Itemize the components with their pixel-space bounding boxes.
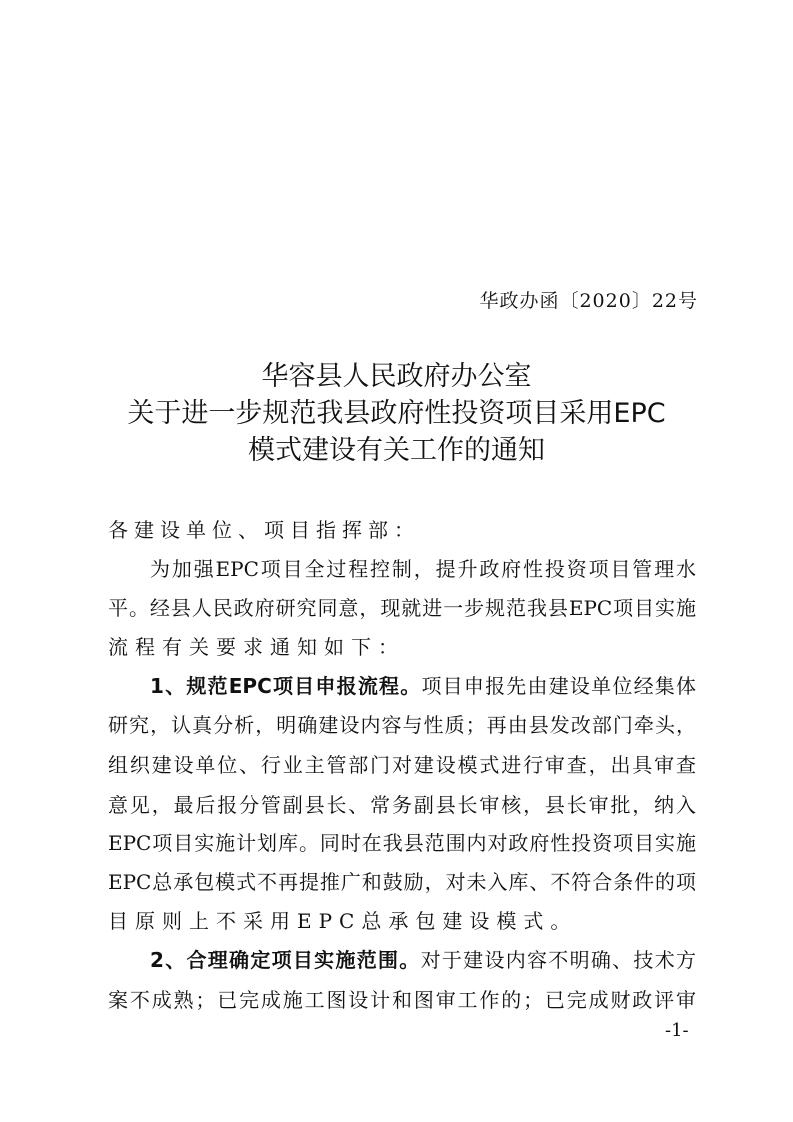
title-line: 模式建设有关工作的通知 <box>248 435 545 466</box>
body-line: EPC项目实施计划库。同时在我县范围内对政府性投资项目实施 <box>108 831 696 855</box>
item1-first-line <box>150 671 696 701</box>
body-line: 流程有关要求通知如下： <box>108 635 405 659</box>
title-line: 华容县人民政府办公室 <box>261 361 532 392</box>
body-line: 为加强EPC项目全过程控制，提升政府性投资项目管理水 <box>150 557 696 581</box>
body-text: 对于建设内容不明确、技术方 <box>420 948 696 972</box>
body-line: EPC总承包模式不再提推广和鼓励，对未入库、不符合条件的项 <box>108 870 696 894</box>
page-number: -1- <box>665 1020 689 1041</box>
greeting: 各建设单位、项目指挥部： <box>108 518 420 542</box>
title-line: 关于进一步规范我县政府性投资项目采用EPC <box>127 398 666 429</box>
document-title <box>0 358 793 469</box>
item1-heading: 1、规范EPC项目申报流程。 <box>150 674 422 698</box>
body-line: 平。经县人民政府研究同意，现就进一步规范我县EPC项目实施 <box>108 596 696 620</box>
body-line: 意见，最后报分管副县长、常务副县长审核，县长审批，纳入 <box>108 793 696 817</box>
body-text: 项目申报先由建设单位经集体 <box>421 674 696 698</box>
document-number: 华政办函〔2020〕22号 <box>479 290 698 312</box>
body-line: 组织建设单位、行业主管部门对建设模式进行审查，出具审查 <box>108 753 696 777</box>
item2-first-line <box>150 945 696 975</box>
body-line: 研究，认真分析，明确建设内容与性质；再由县发改部门牵头， <box>108 713 696 737</box>
body-line: 目原则上不采用EPC总承包建设模式。 <box>108 909 578 933</box>
item2-heading: 2、合理确定项目实施范围。 <box>150 948 421 972</box>
body-line: 案不成熟；已完成施工图设计和图审工作的；已完成财政评审 <box>108 988 696 1012</box>
